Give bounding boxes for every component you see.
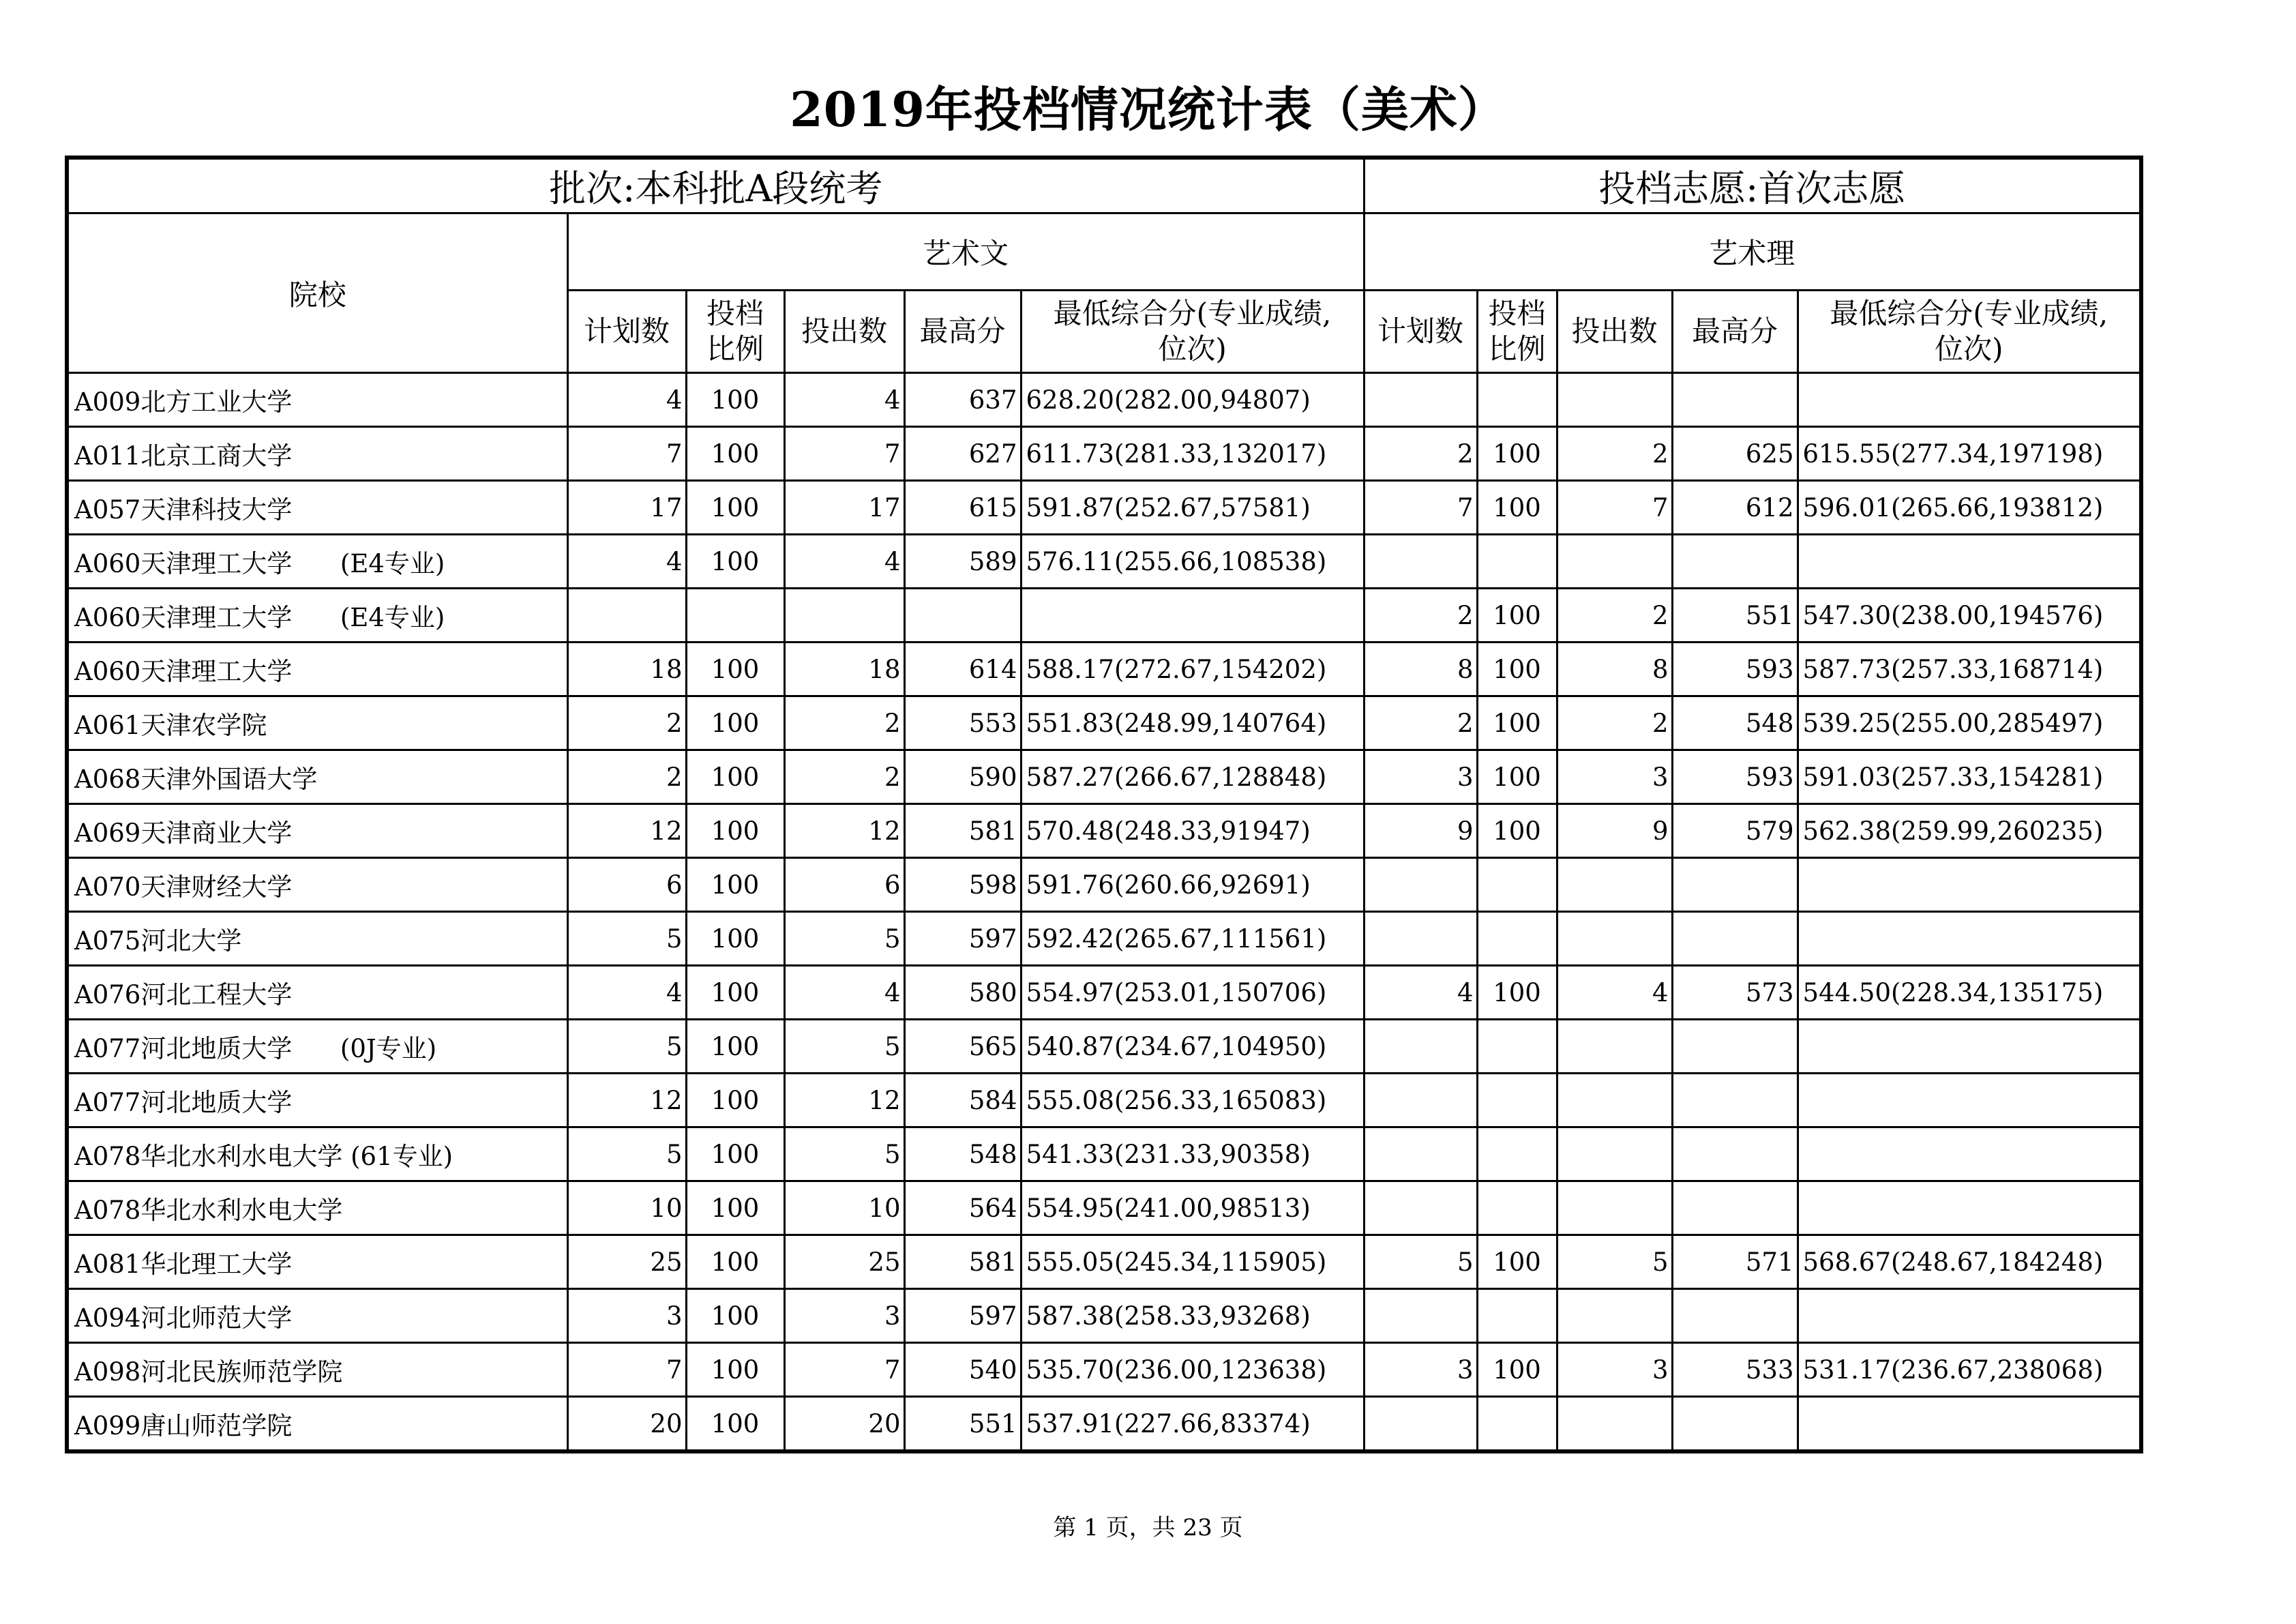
- li-ratio-cell: 100: [1477, 1343, 1557, 1397]
- li-out-cell: 5: [1557, 1235, 1672, 1289]
- wen-max-cell: 589: [904, 535, 1021, 589]
- li-plan-cell: 3: [1364, 1343, 1477, 1397]
- wen-plan-cell: 6: [567, 858, 686, 912]
- li-max-cell: 579: [1672, 804, 1798, 858]
- li-plan-cell: [1364, 535, 1477, 589]
- wen-plan-cell: 7: [567, 427, 686, 481]
- li-ratio-cell: [1477, 1020, 1557, 1074]
- wen-ratio-cell: 100: [686, 696, 784, 750]
- li-plan-cell: [1364, 1181, 1477, 1235]
- li-max-cell: 593: [1672, 750, 1798, 804]
- wen-ratio-cell: 100: [686, 804, 784, 858]
- wen-ratio-cell: 100: [686, 481, 784, 535]
- li-out-cell: [1557, 858, 1672, 912]
- wen-max-cell: 590: [904, 750, 1021, 804]
- school-header: 院校: [67, 213, 567, 373]
- wen-min-score-cell: 551.83(248.99,140764): [1021, 696, 1364, 750]
- li-out-cell: 9: [1557, 804, 1672, 858]
- table-row: [67, 1074, 2141, 1127]
- school-name-cell: A068天津外国语大学: [67, 750, 567, 804]
- wen-plan-cell: 5: [567, 912, 686, 966]
- table-row: [67, 427, 2141, 481]
- page-footer: 第 1 页，共 23 页: [1053, 1514, 1243, 1541]
- li-plan-cell: 3: [1364, 750, 1477, 804]
- li-plan-cell: 2: [1364, 427, 1477, 481]
- li-min-score-cell: [1798, 1074, 2141, 1127]
- li-min-score-cell: [1798, 1289, 2141, 1343]
- col-header-min: 最低综合分(专业成绩, 位次): [1798, 291, 2141, 373]
- wen-ratio-cell: 100: [686, 643, 784, 696]
- wen-plan-cell: 2: [567, 750, 686, 804]
- li-min-score-cell: [1798, 373, 2141, 427]
- school-name-cell: A057天津科技大学: [67, 481, 567, 535]
- school-name-cell: A094河北师范大学: [67, 1289, 567, 1343]
- table-row: [67, 373, 2141, 427]
- li-min-score-cell: 615.55(277.34,197198): [1798, 427, 2141, 481]
- li-max-cell: 593: [1672, 643, 1798, 696]
- batch-label: 批次:本科批A段统考: [67, 158, 1364, 213]
- li-out-cell: [1557, 1289, 1672, 1343]
- wen-plan-cell: 10: [567, 1181, 686, 1235]
- table-row: [67, 643, 2141, 696]
- li-max-cell: [1672, 1020, 1798, 1074]
- table-row: [67, 858, 2141, 912]
- wen-max-cell: 564: [904, 1181, 1021, 1235]
- school-name-cell: A060天津理工大学 (E4专业): [67, 589, 567, 643]
- li-max-cell: [1672, 1127, 1798, 1181]
- wen-min-score-cell: 576.11(255.66,108538): [1021, 535, 1364, 589]
- table-row: [67, 481, 2141, 535]
- li-out-cell: 2: [1557, 427, 1672, 481]
- wen-plan-cell: 5: [567, 1020, 686, 1074]
- table-row: [67, 804, 2141, 858]
- wen-ratio-cell: 100: [686, 912, 784, 966]
- li-min-score-cell: 596.01(265.66,193812): [1798, 481, 2141, 535]
- li-out-cell: 2: [1557, 589, 1672, 643]
- li-plan-cell: 8: [1364, 643, 1477, 696]
- wen-min-score-cell: 628.20(282.00,94807): [1021, 373, 1364, 427]
- school-name-cell: A078华北水利水电大学: [67, 1181, 567, 1235]
- volunteer-label: 投档志愿:首次志愿: [1364, 158, 2141, 213]
- wen-plan-cell: 18: [567, 643, 686, 696]
- col-header-min: 最低综合分(专业成绩, 位次): [1021, 291, 1364, 373]
- table-row: [67, 589, 2141, 643]
- table-row: [67, 696, 2141, 750]
- li-max-cell: 548: [1672, 696, 1798, 750]
- school-name-cell: A076河北工程大学: [67, 966, 567, 1020]
- li-max-cell: 571: [1672, 1235, 1798, 1289]
- wen-out-cell: 25: [784, 1235, 904, 1289]
- li-ratio-cell: 100: [1477, 589, 1557, 643]
- li-max-cell: 573: [1672, 966, 1798, 1020]
- col-header-plan: 计划数: [567, 291, 686, 373]
- wen-ratio-cell: 100: [686, 858, 784, 912]
- li-plan-cell: [1364, 373, 1477, 427]
- group-header-wen: 艺术文: [567, 213, 1364, 291]
- li-ratio-cell: [1477, 858, 1557, 912]
- li-ratio-cell: 100: [1477, 1235, 1557, 1289]
- table-row: [67, 1235, 2141, 1289]
- li-max-cell: [1672, 535, 1798, 589]
- wen-ratio-cell: 100: [686, 1289, 784, 1343]
- wen-plan-cell: 5: [567, 1127, 686, 1181]
- li-plan-cell: [1364, 858, 1477, 912]
- table-row: [67, 1397, 2141, 1452]
- school-name-cell: A099唐山师范学院: [67, 1397, 567, 1452]
- wen-out-cell: 2: [784, 750, 904, 804]
- wen-min-score-cell: 541.33(231.33,90358): [1021, 1127, 1364, 1181]
- li-max-cell: 551: [1672, 589, 1798, 643]
- wen-plan-cell: [567, 589, 686, 643]
- page-title: 2019年投档情况统计表（美术）: [790, 81, 1506, 138]
- wen-out-cell: 2: [784, 696, 904, 750]
- li-ratio-cell: 100: [1477, 427, 1557, 481]
- li-plan-cell: 2: [1364, 696, 1477, 750]
- wen-out-cell: 4: [784, 373, 904, 427]
- li-max-cell: [1672, 1397, 1798, 1452]
- wen-ratio-cell: [686, 589, 784, 643]
- wen-min-score-cell: 588.17(272.67,154202): [1021, 643, 1364, 696]
- li-ratio-cell: 100: [1477, 966, 1557, 1020]
- li-plan-cell: [1364, 912, 1477, 966]
- li-min-score-cell: 547.30(238.00,194576): [1798, 589, 2141, 643]
- wen-out-cell: 5: [784, 1127, 904, 1181]
- wen-out-cell: 12: [784, 804, 904, 858]
- li-min-score-cell: 562.38(259.99,260235): [1798, 804, 2141, 858]
- wen-max-cell: 581: [904, 1235, 1021, 1289]
- wen-max-cell: 615: [904, 481, 1021, 535]
- wen-min-score-cell: 554.97(253.01,150706): [1021, 966, 1364, 1020]
- wen-out-cell: 17: [784, 481, 904, 535]
- wen-plan-cell: 12: [567, 1074, 686, 1127]
- li-min-score-cell: [1798, 858, 2141, 912]
- li-ratio-cell: [1477, 535, 1557, 589]
- li-min-score-cell: 568.67(248.67,184248): [1798, 1235, 2141, 1289]
- li-ratio-cell: 100: [1477, 481, 1557, 535]
- wen-max-cell: 581: [904, 804, 1021, 858]
- li-min-score-cell: 587.73(257.33,168714): [1798, 643, 2141, 696]
- li-plan-cell: 2: [1364, 589, 1477, 643]
- table-row: [67, 1343, 2141, 1397]
- school-name-cell: A061天津农学院: [67, 696, 567, 750]
- wen-min-score-cell: 570.48(248.33,91947): [1021, 804, 1364, 858]
- col-header-max: 最高分: [1672, 291, 1798, 373]
- wen-plan-cell: 3: [567, 1289, 686, 1343]
- li-ratio-cell: [1477, 373, 1557, 427]
- wen-ratio-cell: 100: [686, 1235, 784, 1289]
- li-max-cell: [1672, 858, 1798, 912]
- wen-ratio-cell: 100: [686, 1127, 784, 1181]
- li-out-cell: 7: [1557, 481, 1672, 535]
- li-max-cell: [1672, 1074, 1798, 1127]
- admission-table: [65, 156, 2143, 1453]
- wen-plan-cell: 12: [567, 804, 686, 858]
- school-name-cell: A070天津财经大学: [67, 858, 567, 912]
- wen-out-cell: 5: [784, 912, 904, 966]
- wen-ratio-cell: 100: [686, 750, 784, 804]
- table-row: [67, 535, 2141, 589]
- li-plan-cell: [1364, 1074, 1477, 1127]
- wen-out-cell: 5: [784, 1020, 904, 1074]
- li-max-cell: [1672, 912, 1798, 966]
- li-max-cell: [1672, 1289, 1798, 1343]
- li-ratio-cell: [1477, 1397, 1557, 1452]
- wen-ratio-cell: 100: [686, 1181, 784, 1235]
- li-ratio-cell: 100: [1477, 696, 1557, 750]
- li-min-score-cell: [1798, 1020, 2141, 1074]
- li-max-cell: [1672, 373, 1798, 427]
- wen-min-score-cell: 591.87(252.67,57581): [1021, 481, 1364, 535]
- wen-max-cell: 584: [904, 1074, 1021, 1127]
- li-plan-cell: 9: [1364, 804, 1477, 858]
- wen-out-cell: 4: [784, 535, 904, 589]
- li-max-cell: 625: [1672, 427, 1798, 481]
- col-header-plan: 计划数: [1364, 291, 1477, 373]
- li-ratio-cell: 100: [1477, 804, 1557, 858]
- wen-out-cell: 3: [784, 1289, 904, 1343]
- wen-max-cell: 597: [904, 912, 1021, 966]
- li-ratio-cell: 100: [1477, 643, 1557, 696]
- wen-max-cell: 597: [904, 1289, 1021, 1343]
- wen-max-cell: 540: [904, 1343, 1021, 1397]
- li-min-score-cell: 531.17(236.67,238068): [1798, 1343, 2141, 1397]
- li-ratio-cell: [1477, 1127, 1557, 1181]
- wen-ratio-cell: 100: [686, 966, 784, 1020]
- li-out-cell: [1557, 912, 1672, 966]
- wen-ratio-cell: 100: [686, 1397, 784, 1452]
- wen-min-score-cell: 591.76(260.66,92691): [1021, 858, 1364, 912]
- li-out-cell: 4: [1557, 966, 1672, 1020]
- li-min-score-cell: 539.25(255.00,285497): [1798, 696, 2141, 750]
- li-plan-cell: 7: [1364, 481, 1477, 535]
- col-header-out: 投出数: [1557, 291, 1672, 373]
- table-row: [67, 1181, 2141, 1235]
- wen-ratio-cell: 100: [686, 373, 784, 427]
- li-ratio-cell: [1477, 1289, 1557, 1343]
- wen-min-score-cell: 554.95(241.00,98513): [1021, 1181, 1364, 1235]
- wen-out-cell: 6: [784, 858, 904, 912]
- table-row: [67, 912, 2141, 966]
- li-min-score-cell: [1798, 1181, 2141, 1235]
- li-min-score-cell: 544.50(228.34,135175): [1798, 966, 2141, 1020]
- li-plan-cell: [1364, 1289, 1477, 1343]
- wen-max-cell: 637: [904, 373, 1021, 427]
- wen-min-score-cell: 611.73(281.33,132017): [1021, 427, 1364, 481]
- li-min-score-cell: [1798, 535, 2141, 589]
- wen-ratio-cell: 100: [686, 427, 784, 481]
- wen-max-cell: 553: [904, 696, 1021, 750]
- wen-ratio-cell: 100: [686, 1074, 784, 1127]
- wen-out-cell: 20: [784, 1397, 904, 1452]
- wen-plan-cell: 7: [567, 1343, 686, 1397]
- li-out-cell: [1557, 373, 1672, 427]
- li-plan-cell: 5: [1364, 1235, 1477, 1289]
- col-header-out: 投出数: [784, 291, 904, 373]
- li-ratio-cell: [1477, 1181, 1557, 1235]
- li-max-cell: 612: [1672, 481, 1798, 535]
- table-row: [67, 1020, 2141, 1074]
- li-min-score-cell: [1798, 1397, 2141, 1452]
- li-plan-cell: [1364, 1397, 1477, 1452]
- wen-out-cell: 7: [784, 1343, 904, 1397]
- wen-ratio-cell: 100: [686, 1020, 784, 1074]
- wen-plan-cell: 2: [567, 696, 686, 750]
- wen-max-cell: 598: [904, 858, 1021, 912]
- wen-out-cell: [784, 589, 904, 643]
- li-max-cell: [1672, 1181, 1798, 1235]
- table-row: [67, 1289, 2141, 1343]
- wen-out-cell: 10: [784, 1181, 904, 1235]
- school-name-cell: A078华北水利水电大学 (61专业): [67, 1127, 567, 1181]
- li-max-cell: 533: [1672, 1343, 1798, 1397]
- wen-plan-cell: 4: [567, 966, 686, 1020]
- wen-min-score-cell: 587.38(258.33,93268): [1021, 1289, 1364, 1343]
- school-name-cell: A060天津理工大学 (E4专业): [67, 535, 567, 589]
- li-out-cell: [1557, 1127, 1672, 1181]
- li-plan-cell: [1364, 1020, 1477, 1074]
- col-header-max: 最高分: [904, 291, 1021, 373]
- table-row: [67, 966, 2141, 1020]
- li-ratio-cell: 100: [1477, 750, 1557, 804]
- school-name-cell: A077河北地质大学 (0J专业): [67, 1020, 567, 1074]
- table-row: [67, 1127, 2141, 1181]
- wen-out-cell: 4: [784, 966, 904, 1020]
- wen-ratio-cell: 100: [686, 1343, 784, 1397]
- wen-min-score-cell: 540.87(234.67,104950): [1021, 1020, 1364, 1074]
- li-out-cell: 8: [1557, 643, 1672, 696]
- wen-out-cell: 7: [784, 427, 904, 481]
- school-name-cell: A098河北民族师范学院: [67, 1343, 567, 1397]
- wen-plan-cell: 4: [567, 373, 686, 427]
- wen-plan-cell: 25: [567, 1235, 686, 1289]
- wen-max-cell: 614: [904, 643, 1021, 696]
- school-name-cell: A011北京工商大学: [67, 427, 567, 481]
- wen-min-score-cell: 555.08(256.33,165083): [1021, 1074, 1364, 1127]
- wen-min-score-cell: 592.42(265.67,111561): [1021, 912, 1364, 966]
- wen-max-cell: 627: [904, 427, 1021, 481]
- col-header-ratio: 投档 比例: [686, 291, 784, 373]
- wen-min-score-cell: 537.91(227.66,83374): [1021, 1397, 1364, 1452]
- wen-ratio-cell: 100: [686, 535, 784, 589]
- school-name-cell: A081华北理工大学: [67, 1235, 567, 1289]
- li-out-cell: 2: [1557, 696, 1672, 750]
- school-name-cell: A060天津理工大学: [67, 643, 567, 696]
- wen-out-cell: 12: [784, 1074, 904, 1127]
- col-header-ratio: 投档 比例: [1477, 291, 1557, 373]
- li-plan-cell: [1364, 1127, 1477, 1181]
- li-out-cell: 3: [1557, 750, 1672, 804]
- school-name-cell: A069天津商业大学: [67, 804, 567, 858]
- wen-max-cell: [904, 589, 1021, 643]
- wen-max-cell: 565: [904, 1020, 1021, 1074]
- li-plan-cell: 4: [1364, 966, 1477, 1020]
- li-min-score-cell: [1798, 1127, 2141, 1181]
- wen-max-cell: 580: [904, 966, 1021, 1020]
- li-ratio-cell: [1477, 1074, 1557, 1127]
- li-out-cell: [1557, 1074, 1672, 1127]
- table-row: [67, 750, 2141, 804]
- wen-min-score-cell: 555.05(245.34,115905): [1021, 1235, 1364, 1289]
- li-out-cell: [1557, 1020, 1672, 1074]
- li-ratio-cell: [1477, 912, 1557, 966]
- wen-max-cell: 551: [904, 1397, 1021, 1452]
- wen-max-cell: 548: [904, 1127, 1021, 1181]
- li-min-score-cell: [1798, 912, 2141, 966]
- group-header-li: 艺术理: [1364, 213, 2141, 291]
- li-out-cell: [1557, 535, 1672, 589]
- school-name-cell: A009北方工业大学: [67, 373, 567, 427]
- wen-min-score-cell: [1021, 589, 1364, 643]
- wen-plan-cell: 17: [567, 481, 686, 535]
- li-out-cell: 3: [1557, 1343, 1672, 1397]
- wen-out-cell: 18: [784, 643, 904, 696]
- li-min-score-cell: 591.03(257.33,154281): [1798, 750, 2141, 804]
- school-name-cell: A075河北大学: [67, 912, 567, 966]
- wen-plan-cell: 4: [567, 535, 686, 589]
- li-out-cell: [1557, 1397, 1672, 1452]
- wen-min-score-cell: 535.70(236.00,123638): [1021, 1343, 1364, 1397]
- wen-min-score-cell: 587.27(266.67,128848): [1021, 750, 1364, 804]
- wen-plan-cell: 20: [567, 1397, 686, 1452]
- li-out-cell: [1557, 1181, 1672, 1235]
- school-name-cell: A077河北地质大学: [67, 1074, 567, 1127]
